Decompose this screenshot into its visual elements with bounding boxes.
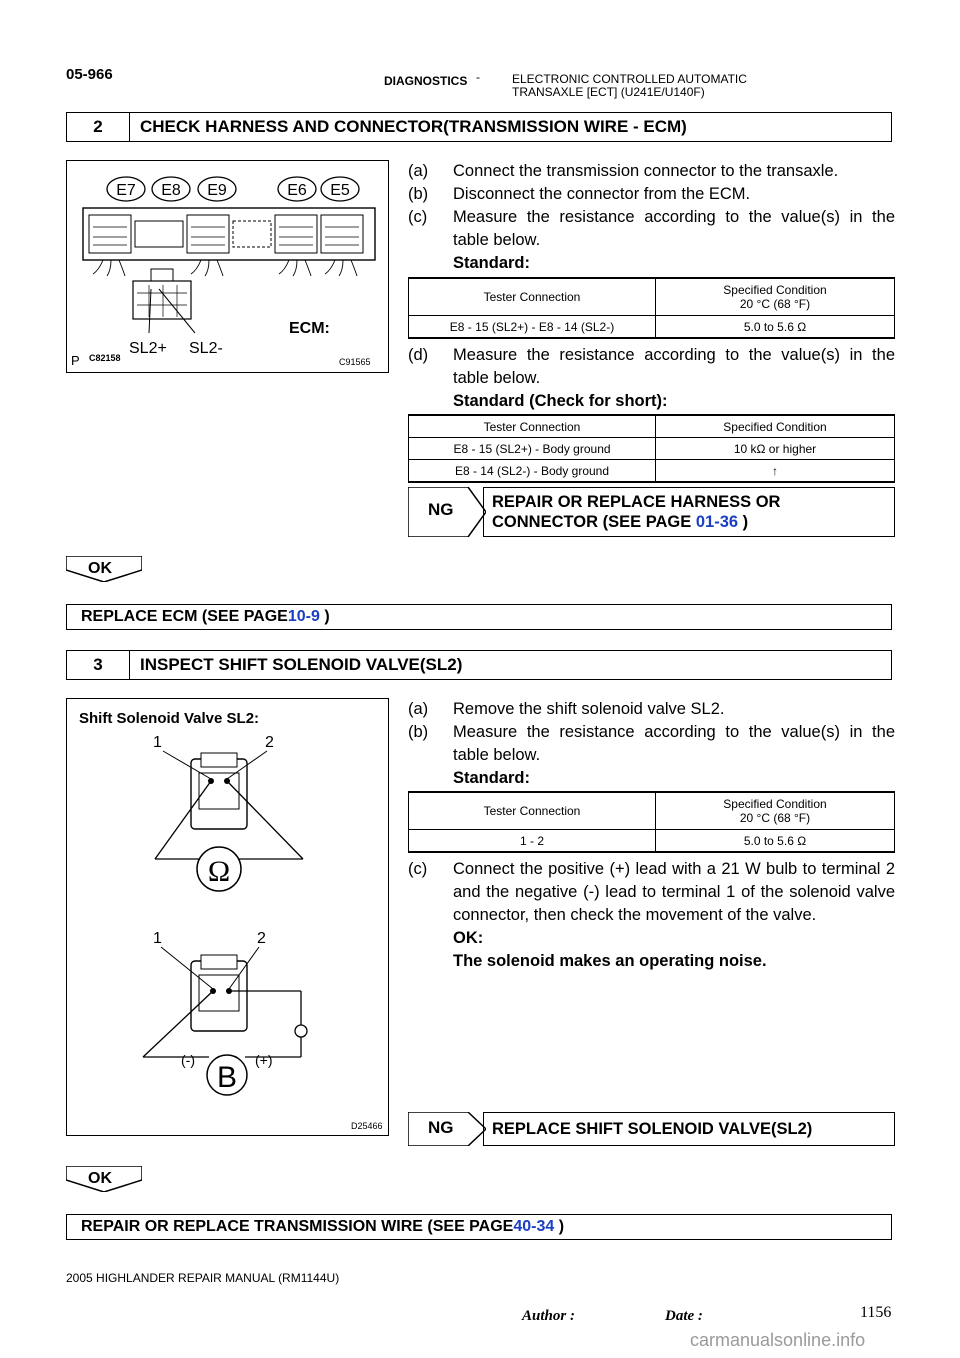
step-title: INSPECT SHIFT SOLENOID VALVE(SL2) <box>140 655 463 674</box>
step-2-header <box>66 112 892 142</box>
header-title-line2: TRANSAXLE [ECT] (U241E/U140F) <box>512 85 705 99</box>
table-cell-connection: E8 - 15 (SL2+) - E8 - 14 (SL2-) <box>409 316 656 339</box>
ok-label: OK <box>88 1170 112 1187</box>
condition-line1: Specified Condition <box>723 797 827 811</box>
step2-a <box>408 160 895 183</box>
figure-code-left: C82158 <box>89 353 121 363</box>
page-link[interactable]: 01-36 <box>695 513 739 531</box>
table-header-connection: Tester Connection <box>409 278 656 316</box>
table-header-connection: Tester Connection <box>409 792 656 830</box>
solenoid-figure <box>66 698 389 1136</box>
table-row <box>409 316 895 339</box>
table-header-connection: Tester Connection <box>409 415 656 438</box>
step-text: Disconnect the connector from the ECM. <box>453 185 751 203</box>
manual-footer: 2005 HIGHLANDER REPAIR MANUAL (RM1144U) <box>66 1271 340 1285</box>
page-code: 05-966 <box>66 66 113 83</box>
pin-2-label: 2 <box>265 734 274 751</box>
pin-1-label-b: 1 <box>153 930 162 947</box>
figure-code: D25466 <box>351 1121 383 1131</box>
battery-symbol: B <box>216 1061 238 1094</box>
standard-label: Standard: <box>453 769 531 787</box>
table-cell-connection: E8 - 14 (SL2-) - Body ground <box>409 460 656 483</box>
sl2-plus-label: SL2+ <box>129 340 167 357</box>
figure-caption: Shift Solenoid Valve SL2: <box>79 710 260 727</box>
ohmmeter-symbol: Ω <box>207 855 231 888</box>
connector-e7-label: E7 <box>116 182 136 199</box>
ng-label: NG <box>428 500 454 519</box>
step-text: Measure the resistance according to the value(s) in the table below. <box>453 723 895 764</box>
spec-table-2 <box>408 414 895 483</box>
step-label: (c) <box>408 208 428 226</box>
ng-result-2 <box>408 1112 895 1146</box>
ecm-connector-diagram <box>67 161 387 371</box>
connector-e5-label: E5 <box>330 182 350 199</box>
step-text: Connect the transmission connector to the transaxle. <box>453 162 839 180</box>
step2-b <box>408 183 895 206</box>
page-number: 1156 <box>860 1304 892 1321</box>
step-number: 3 <box>67 651 130 679</box>
condition-line2: 20 °C (68 °F) <box>739 297 811 311</box>
header-title-line1: ELECTRONIC CONTROLLED AUTOMATIC <box>512 72 747 86</box>
ok-title: OK: <box>453 929 484 947</box>
step-title: CHECK HARNESS AND CONNECTOR(TRANSMISSION WIRE - ECM) <box>140 117 687 136</box>
ng-message: REPLACE SHIFT SOLENOID VALVE(SL2) <box>483 1112 895 1146</box>
negative-lead-label: (-) <box>181 1052 195 1068</box>
page-link[interactable]: 10-9 <box>287 608 320 625</box>
step-number: 2 <box>67 113 130 141</box>
ng-label: NG <box>428 1118 454 1137</box>
standard-label: Standard (Check for short): <box>453 392 668 410</box>
ecm-label: ECM: <box>289 320 330 337</box>
page-link[interactable]: 40-34 <box>513 1218 555 1235</box>
step-label: (b) <box>408 185 429 203</box>
watermark: carmanualsonline.info <box>690 1330 866 1350</box>
connector-e9-label: E9 <box>207 182 227 199</box>
date-label: Date : <box>665 1308 703 1324</box>
header-title <box>512 73 747 99</box>
ok-result-2 <box>66 1166 142 1192</box>
solenoid-diagram <box>67 699 387 1134</box>
header-dash: - <box>476 70 480 84</box>
final-text-end: ) <box>554 1218 565 1235</box>
replace-ecm-bar <box>66 604 892 630</box>
condition-line2: 20 °C (68 °F) <box>739 811 811 825</box>
p-mark: P <box>71 353 80 368</box>
step-text: Measure the resistance according to the value(s) in the table below. <box>453 346 895 387</box>
table-cell-condition: 10 kΩ or higher <box>656 438 895 460</box>
step-text: Remove the shift solenoid valve SL2. <box>453 700 725 718</box>
table-header-condition <box>656 792 895 830</box>
step3-b <box>408 721 895 790</box>
positive-lead-label: (+) <box>255 1052 273 1068</box>
replace-ecm-text-end: ) <box>319 608 330 625</box>
ok-label: OK <box>88 560 112 577</box>
section-name: DIAGNOSTICS <box>384 74 468 88</box>
connector-e8-label: E8 <box>161 182 181 199</box>
step3-a <box>408 698 895 721</box>
final-action-bar <box>66 1214 892 1240</box>
table-header-condition: Specified Condition <box>656 415 895 438</box>
step-text: Connect the positive (+) lead with a 21 W bulb to terminal 2 and the negative (-) lead to terminal 1 of the solenoid valve connector, then check the movement of the valve. <box>453 860 895 924</box>
figure-code-right: C91565 <box>339 357 371 367</box>
table-row <box>409 460 895 483</box>
spec-table-1 <box>408 277 895 339</box>
ng-text-end: ) <box>738 513 749 531</box>
step-label: (d) <box>408 346 429 364</box>
ecm-connector-figure <box>66 160 389 373</box>
table-cell-condition: 5.0 to 5.6 Ω <box>656 316 895 339</box>
ng-text: REPAIR OR REPLACE HARNESS OR CONNECTOR (SEE PAGE <box>492 493 781 531</box>
table-row <box>409 438 895 460</box>
author-label: Author : <box>522 1308 575 1324</box>
step-3-header <box>66 650 892 680</box>
step-text: Measure the resistance according to the value(s) in the table below. <box>453 208 895 249</box>
table-cell-condition: ↑ <box>656 460 895 483</box>
ng-result-1 <box>408 487 895 537</box>
standard-label: Standard: <box>453 254 531 272</box>
table-cell-connection: E8 - 15 (SL2+) - Body ground <box>409 438 656 460</box>
step-label: (b) <box>408 723 429 741</box>
step-label: (c) <box>408 860 428 878</box>
step3-c <box>408 858 895 973</box>
table-row <box>409 830 895 853</box>
ok-result-1 <box>66 556 142 582</box>
pin-1-label: 1 <box>153 734 162 751</box>
spec-table-3 <box>408 791 895 853</box>
pin-2-label-b: 2 <box>257 930 266 947</box>
table-cell-connection: 1 - 2 <box>409 830 656 853</box>
connector-e6-label: E6 <box>287 182 307 199</box>
ok-text: The solenoid makes an operating noise. <box>453 952 767 970</box>
sl2-minus-label: SL2- <box>189 340 223 357</box>
final-text: REPAIR OR REPLACE TRANSMISSION WIRE (SEE PAGE <box>81 1218 514 1235</box>
table-cell-condition: 5.0 to 5.6 Ω <box>656 830 895 853</box>
ng-message <box>483 487 895 537</box>
table-header-condition <box>656 278 895 316</box>
step2-d <box>408 344 895 413</box>
step-label: (a) <box>408 162 429 180</box>
replace-ecm-text: REPLACE ECM (SEE PAGE <box>81 608 288 625</box>
step-label: (a) <box>408 700 429 718</box>
step2-c <box>408 206 895 275</box>
condition-line1: Specified Condition <box>723 283 827 297</box>
